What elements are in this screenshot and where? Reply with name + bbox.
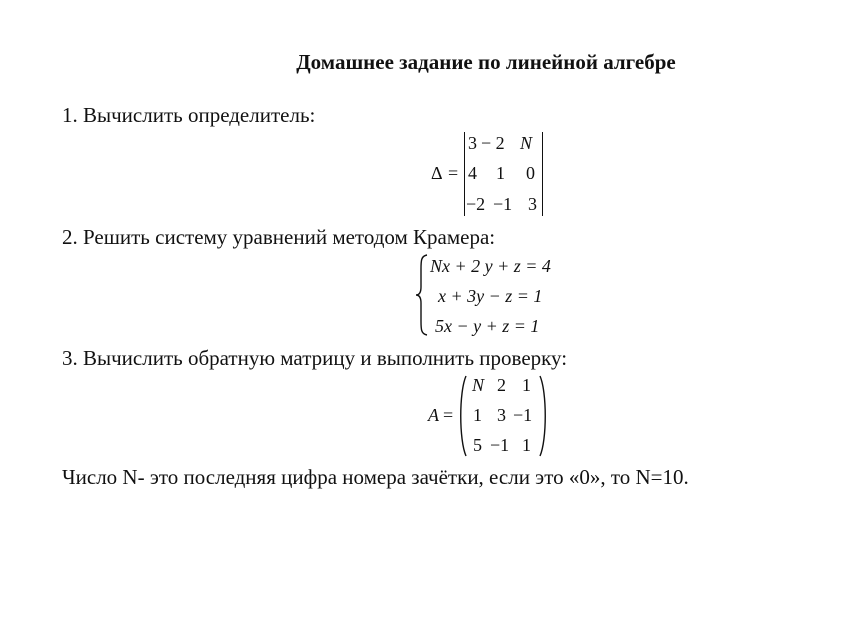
matrix-cell: 1: [522, 375, 531, 395]
task-2-heading: 2. Решить систему уравнений методом Крамера:: [62, 225, 496, 249]
det-cell: 1: [496, 163, 505, 183]
matrix-cell: 3: [497, 405, 506, 425]
matrix-right-paren: [538, 374, 550, 458]
det-cell: − 2: [481, 133, 505, 153]
equation-2: x + 3y − z = 1: [438, 286, 543, 306]
det-cell: 0: [526, 163, 535, 183]
equals-sign: =: [448, 163, 459, 183]
equation-1: Nx + 2 y + z = 4: [430, 256, 551, 276]
matrix-cell: N: [472, 375, 485, 395]
det-cell: 3: [528, 194, 537, 214]
det-cell: −2: [466, 194, 486, 214]
matrix-left-paren: [456, 374, 468, 458]
matrix-cell: 1: [522, 435, 531, 455]
page-title: Домашнее задание по линейной алгебре: [296, 50, 676, 74]
det-cell: −1: [493, 194, 513, 214]
matrix-cell: 1: [473, 405, 482, 425]
matrix-cell: −1: [513, 405, 533, 425]
matrix-cell: 2: [497, 375, 506, 395]
task-3-heading: 3. Вычислить обратную матрицу и выполнить проверку:: [62, 346, 568, 370]
matrix-cell: 5: [473, 435, 482, 455]
matrix-name: A: [428, 405, 439, 425]
note-text: Число N- это последняя цифра номера зачётки, если это «0», то N=10.: [62, 465, 689, 489]
det-cell: 4: [468, 163, 477, 183]
det-cell: 3: [468, 133, 477, 153]
task-1-heading: 1. Вычислить определитель:: [62, 103, 316, 127]
matrix-cell: −1: [490, 435, 510, 455]
equals-sign: =: [443, 405, 454, 425]
det-cell: N: [520, 133, 533, 153]
delta-symbol: Δ: [431, 163, 443, 183]
equation-3: 5x − y + z = 1: [435, 316, 540, 336]
